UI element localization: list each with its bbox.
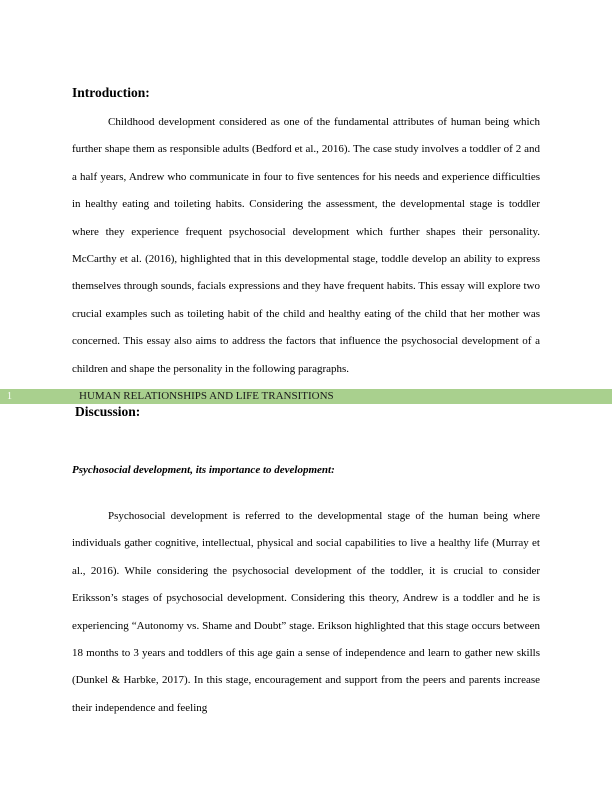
- discussion-subheading: Psychosocial development, its importance to development:: [72, 464, 335, 476]
- discussion-paragraph: Psychosocial development is referred to the developmental stage of the human being where individuals gather cognitive, intellectual, physical and social capabilities to live a healthy life (Murray et al., 2016). While considering the psychosocial development of the toddler, it is crucial to consider Eriksson’s stages of psychosocial development. Considering this theory, Andrew is a toddler and he is experiencing “Autonomy vs. Shame and Doubt” stage. Erikson highlighted that this stage occurs between 18 months to 3 years and toddlers of this age gain a sense of independence and learn to gather new skills (Dunkel & Harbke, 2017). In this stage, encouragement and support from the peers and parents increase their independence and feeling: [72, 510, 540, 714]
- introduction-paragraph: Childhood development considered as one of the fundamental attributes of human being which further shape them as responsible adults (Bedford et al., 2016). The case study involves a toddler of 2 and a half years, Andrew who communicate in four to five sentences for his needs and experience difficulties in healthy eating and toileting habits. Considering the assessment, the developmental stage is toddler where they experience frequent psychosocial development which further shapes their personality. McCarthy et al. (2016), highlighted that in this developmental stage, toddle develop an ability to express themselves through sounds, facials expressions and they have frequent habits. This essay will explore two crucial examples such as toileting habit of the child and healthy eating of the child that her mother was concerned. This essay also aims to address the factors that influence the psychosocial development of a children and shape the personality in the following paragraphs.: [72, 116, 540, 375]
- introduction-heading: Introduction:: [72, 85, 150, 100]
- page-number: 1: [7, 391, 12, 402]
- running-head: HUMAN RELATIONSHIPS AND LIFE TRANSITIONS: [79, 390, 334, 402]
- discussion-heading: Discussion:: [75, 404, 141, 419]
